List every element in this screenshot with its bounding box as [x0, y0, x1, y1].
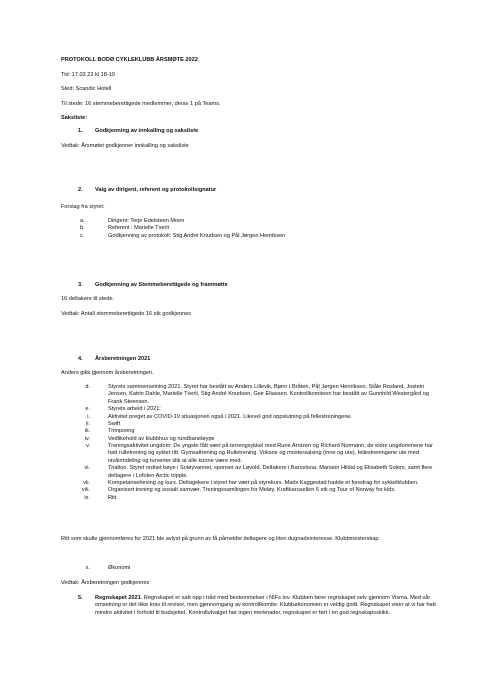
section-4-list-continued [80, 565, 436, 572]
list-item: e. Styrets arbeid i 2021: [85, 406, 161, 413]
section-5-text: . Regnskapet er satt opp i tråd med bestemmelser i NIFs lov. Klubben fører regnskapet selv gjennom Visma. Med vår omsetning er det ikke krav til revisor, men gjennomgang av kontrollkomite. Klubbøkonomien er veldig godt. Regnskapet viser at vi har hatt mindre aktivitet i forhold til budsjettet. Kontrollutvalget har ingen merknader, regnskapet er ført i en god regnskapsskikk. [95, 595, 436, 616]
list-item: a. Dirigent: Terje Edelsteen Moen [80, 218, 185, 224]
section-4-decision: Vedtak: Årsberetningen godkjennes [61, 580, 150, 586]
section-number: 4. [78, 356, 83, 362]
section-5-body [95, 595, 438, 617]
section-title: Årsberetningen 2021 [95, 356, 151, 362]
section-3-heading [78, 282, 438, 289]
list-item: i. Aktivitet preget av COVID-19 situasjonen også i 2021. Likevel god oppslutning på fellestreningene. [87, 413, 353, 420]
attendance: Til stede: 16 stemmeberettigede medlemmer, derav 1 på Teams. [61, 101, 221, 107]
list-item: x. Økonomi [85, 565, 131, 571]
section-number: 1. [78, 128, 83, 134]
list-item: ii. Swift [85, 420, 121, 427]
section-2-list [80, 218, 436, 240]
section-4-list [80, 384, 436, 502]
list-item: b. Referent : Marielle Tverli [80, 225, 169, 232]
meeting-place: Sted: Scandic Hotell [61, 86, 112, 92]
section-title: Valg av dirigent, referent og protokollsignatur [95, 187, 217, 193]
document-title: PROTOKOLL BODØ CYKLEKLUBB ÅRSMØTE 2022 [61, 57, 198, 63]
list-item: c. Godkjenning av protokoll: Stig André Knudsen og Pål Jørgen Henriksen [80, 232, 286, 239]
section-title: Godkjenning av innkalling og saksliste [95, 128, 199, 134]
section-title: Godkjenning av Stemmeberettigede og frammøtte [95, 282, 228, 288]
section-4-ritt-note: Ritt som skulle gjennomføres for 2021 ble avlyst på grunn av få påmeldte deltagere og liten dugnadsinteresse. Klubbmesterskap. [61, 536, 381, 542]
section-3-decision: Vedtak: Antall stemmeberettigede 16 stk godkjennes [61, 311, 191, 317]
section-2-heading [78, 187, 438, 194]
agenda-heading: Saksliste: [61, 115, 88, 121]
section-5 [78, 595, 438, 617]
list-item: d. Styrets sammensetning 2021. Styret har bestått av Anders Lillevik, Bjørn I Bråten, Pål Jørgen Henriksen, Ståle Rosland, Jostein Jensen, Katrin Dahle, Marielle Tverli, Stig André Knudsen, Geir Eliassen. Kontrollkomiteen har bestått av Gunnhild Westergård og Frank Steensen. [85, 384, 429, 405]
list-item: viii. Organisert trening og sosialt samvær. Treningssamlingen for Meløy. Kraftkarusellen 6 stk og Tour of Norway for kids. [81, 487, 396, 494]
list-item: ix. Ritt [84, 494, 117, 501]
section-4-heading [78, 356, 438, 363]
section-2-intro: Forslag fra styret: [61, 204, 105, 210]
list-item: vi. Triatlon. Styret ordnet bøye i Soløyvannet, sponset av Løvold. Deltakere i Barcelona; Mariann Hildal og Elisabeth Solem, samt flere deltagere i Lofoten Arctic tripple. [84, 465, 433, 479]
section-4-intro: Anders gikk gjennom årsberetningen. [61, 370, 154, 376]
list-item: v. Treningsaktivitet ungdom: De yngste fått vært på terrengsykkel med Rune Arntzen og Richard Normann, de eldre ungdommene har hatt rulletrening og syklet ritt. Gymsaltrening og Rulletrening. Voksne og mostersalsing (inne og ute), fellestreningene ute med nivåinndeling og turverter slik at alle kunne være med. [86, 443, 434, 464]
section-1-heading [78, 128, 438, 135]
list-item: iii. Trimpoeng [84, 428, 135, 435]
section-title: Regnskapet 2021 [95, 595, 141, 601]
list-item: vii. Kompetanseheving og kurs. Deltagekere i styret har vært på styrekurs. Mads Kaggestad hadde et foredrag for sykkelklubben. [83, 479, 419, 486]
list-item: iv. Vedlikehold av klubbhus og rundbaneløype [84, 435, 215, 442]
meeting-time: Tid: 17.03.22 kl 18-19 [61, 72, 115, 78]
section-1-decision: Vedtak: Årsmøtet godkjenner innkalling og saksliste [61, 143, 189, 149]
section-number: 2. [78, 187, 83, 193]
section-number: 5. [78, 595, 83, 601]
section-number: 3. [78, 282, 83, 288]
section-3-attendance: 16 deltakere til stede. [61, 296, 115, 302]
